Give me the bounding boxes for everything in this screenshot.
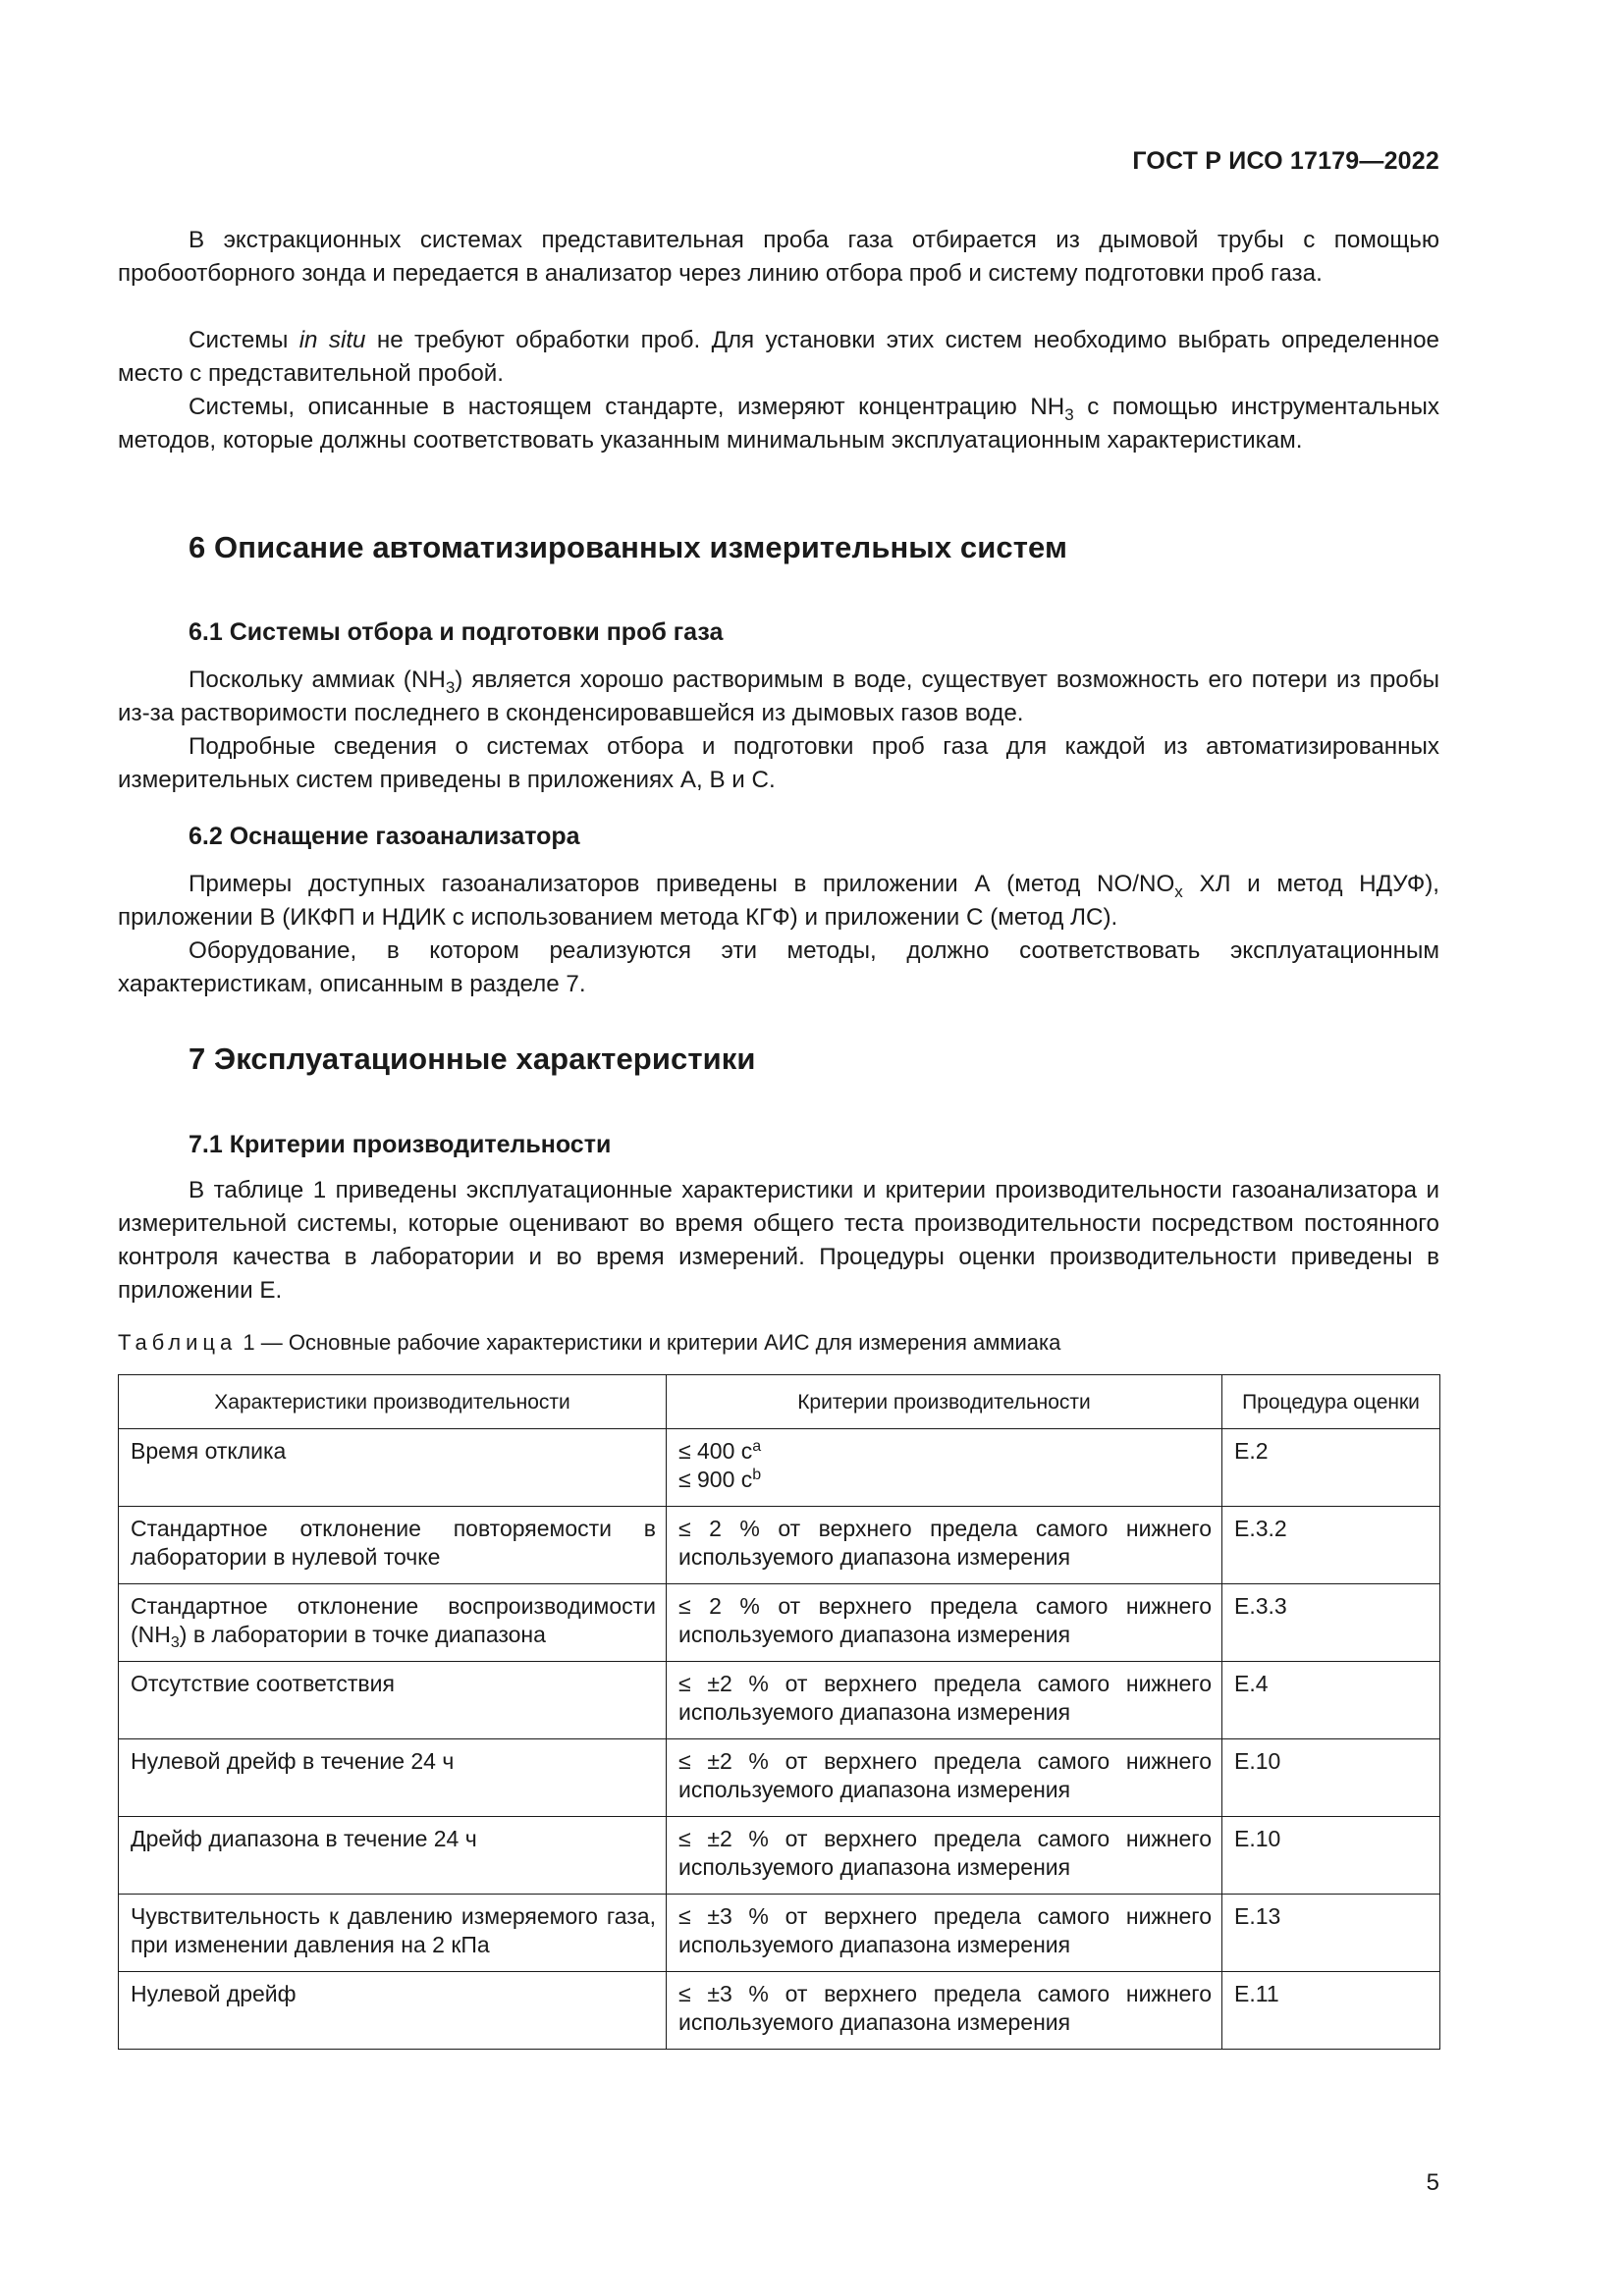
- cell-criterion: ≤ 2 % от верхнего предела самого нижнего используемого диапазона измерения: [667, 1584, 1222, 1662]
- cell-characteristic: Чувствительность к давлению измеряемого газа, при изменении давления на 2 кПа: [119, 1895, 667, 1972]
- intro-paragraph-2: [118, 324, 1439, 391]
- page-number: 5: [1426, 2169, 1439, 2196]
- text-run: Примеры доступных газоанализаторов приведены в приложении А (метод NO/NO: [189, 871, 1175, 897]
- cell-procedure: Е.3.2: [1222, 1507, 1440, 1584]
- header-procedure: Процедура оценки: [1222, 1375, 1440, 1429]
- intro-paragraph-3: [118, 391, 1439, 457]
- cell-characteristic: Дрейф диапазона в течение 24 ч: [119, 1817, 667, 1895]
- cell-procedure: Е.11: [1222, 1972, 1440, 2050]
- subscript: x: [1174, 882, 1183, 901]
- cell-characteristic: Нулевой дрейф: [119, 1972, 667, 2050]
- caption-text: 1 — Основные рабочие характеристики и критерии АИС для измерения аммиака: [237, 1330, 1061, 1355]
- cell-criterion: ≤ ±2 % от верхнего предела самого нижнего используемого диапазона измерения: [667, 1662, 1222, 1739]
- table-1: [118, 1374, 1440, 2050]
- table-row: [119, 1817, 1440, 1895]
- table-row: [119, 1662, 1440, 1739]
- italic-term: in situ: [298, 327, 366, 353]
- header-criteria: Критерии производительности: [667, 1375, 1222, 1429]
- text-run: ) в лаборатории в точке диапазона: [179, 1622, 546, 1647]
- cell-criterion: ≤ ±2 % от верхнего предела самого нижнего используемого диапазона измерения: [667, 1817, 1222, 1895]
- cell-criterion: ≤ ±3 % от верхнего предела самого нижнего используемого диапазона измерения: [667, 1895, 1222, 1972]
- cell-procedure: Е.2: [1222, 1429, 1440, 1507]
- cell-criterion: [667, 1429, 1222, 1507]
- cell-criterion: ≤ 2 % от верхнего предела самого нижнего используемого диапазона измерения: [667, 1507, 1222, 1584]
- text-run: с помощью инструментальных методов, которые должны соответствовать указанным минимальным эксплуатационным характеристикам.: [118, 394, 1439, 454]
- text-run: ≤ 900 с: [678, 1467, 753, 1492]
- table-row: [119, 1507, 1440, 1584]
- cell-procedure: Е.3.3: [1222, 1584, 1440, 1662]
- section-6-heading: 6 Описание автоматизированных измерительных систем: [189, 530, 1068, 564]
- cell-procedure: Е.13: [1222, 1895, 1440, 1972]
- footnote-mark: а: [752, 1438, 762, 1455]
- section-6-2-heading: 6.2 Оснащение газоанализатора: [189, 823, 580, 850]
- table-row: [119, 1895, 1440, 1972]
- section-6-1-paragraph-1: [118, 664, 1439, 730]
- cell-criterion: ≤ ±2 % от верхнего предела самого нижнего используемого диапазона измерения: [667, 1739, 1222, 1817]
- cell-procedure: Е.10: [1222, 1739, 1440, 1817]
- section-6-1-heading: 6.1 Системы отбора и подготовки проб газа: [189, 618, 724, 646]
- table-row: [119, 1972, 1440, 2050]
- cell-characteristic: Время отклика: [119, 1429, 667, 1507]
- text-run: Поскольку аммиак (NH: [189, 667, 446, 693]
- caption-label: Таблица: [118, 1330, 238, 1355]
- document-code: ГОСТ Р ИСО 17179—2022: [1132, 147, 1439, 175]
- cell-criterion: ≤ ±3 % от верхнего предела самого нижнего используемого диапазона измерения: [667, 1972, 1222, 2050]
- footnote-mark: b: [752, 1467, 762, 1483]
- text-run: ≤ 400 с: [678, 1438, 753, 1464]
- subscript: 3: [170, 1634, 180, 1651]
- table-1-caption: [118, 1330, 1060, 1356]
- cell-procedure: Е.10: [1222, 1817, 1440, 1895]
- text-run: Системы: [189, 327, 299, 353]
- criterion-line: [678, 1466, 1212, 1494]
- table-row: [119, 1429, 1440, 1507]
- section-7-1-paragraph-1: В таблице 1 приведены эксплуатационные характеристики и критерии производительности газоанализатора и измерительной системы, которые оценивают во время общего теста производительности посредством постоянного контроля качества в лаборатории и во время измерений. Процедуры оценки производительности приведены в приложении Е.: [118, 1177, 1439, 1304]
- cell-characteristic: Нулевой дрейф в течение 24 ч: [119, 1739, 667, 1817]
- intro-paragraph-1: В экстракционных системах представительная проба газа отбирается из дымовой трубы с помощью пробоотборного зонда и передается в анализатор через линию отбора проб и систему подготовки проб газа.: [118, 227, 1439, 287]
- table-header-row: [119, 1375, 1440, 1429]
- text-run: ХЛ и метод НДУФ), приложении В (ИКФП и НДИК с использованием метода КГФ) и приложении С (метод ЛС).: [118, 871, 1439, 931]
- section-7-1-heading: 7.1 Критерии производительности: [189, 1131, 612, 1158]
- subscript: 3: [445, 678, 456, 697]
- section-6-2-paragraph-1: [118, 868, 1439, 934]
- section-6-2-paragraph-2: Оборудование, в котором реализуются эти методы, должно соответствовать эксплуатационным характеристикам, описанным в разделе 7.: [118, 937, 1439, 997]
- section-7-heading: 7 Эксплуатационные характеристики: [189, 1041, 756, 1076]
- text-run: не требуют обработки проб. Для установки этих систем необходимо выбрать определенное место с представительной пробой.: [118, 327, 1439, 387]
- table-row: [119, 1739, 1440, 1817]
- text-run: Стандартное отклонение воспроизводимости (NH: [131, 1593, 656, 1647]
- cell-characteristic: Отсутствие соответствия: [119, 1662, 667, 1739]
- subscript: 3: [1064, 405, 1074, 424]
- text-run: Системы, описанные в настоящем стандарте, измеряют концентрацию NH: [189, 394, 1065, 420]
- header-characteristics: Характеристики производительности: [119, 1375, 667, 1429]
- text-run: ) является хорошо растворимым в воде, существует возможность его потери из пробы из-за растворимости последнего в сконденсировавшейся из дымовых газов воде.: [118, 667, 1439, 726]
- section-6-1-paragraph-2: Подробные сведения о системах отбора и подготовки проб газа для каждой из автоматизированных измерительных систем приведены в приложениях А, В и С.: [118, 733, 1439, 793]
- table-row: [119, 1584, 1440, 1662]
- cell-procedure: Е.4: [1222, 1662, 1440, 1739]
- cell-characteristic: [119, 1584, 667, 1662]
- criterion-line: [678, 1437, 1212, 1466]
- cell-characteristic: Стандартное отклонение повторяемости в лаборатории в нулевой точке: [119, 1507, 667, 1584]
